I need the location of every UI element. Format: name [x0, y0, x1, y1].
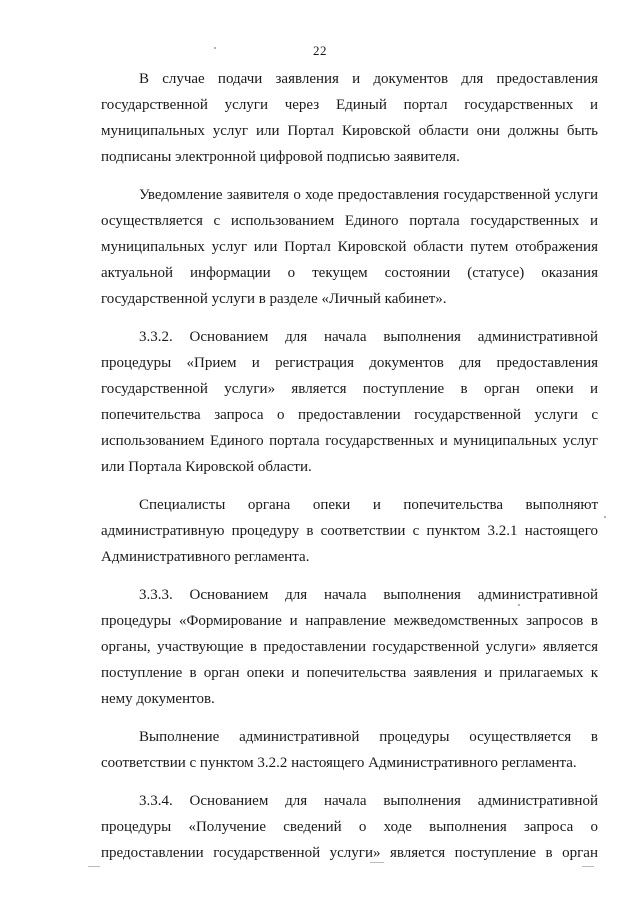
scan-mark	[88, 866, 100, 867]
paragraph-3-3-4: 3.3.4. Основанием для начала выполнения административной процедуры «Получение сведений о ходе выполнения запроса о предоставлении государственной услуги» является поступление в орган	[101, 793, 598, 861]
scan-mark	[582, 866, 594, 867]
scan-speck	[518, 604, 520, 606]
paragraph-3-3-2: 3.3.2. Основанием для начала выполнения административной процедуры «Прием и регистрация документов для предоставления государственной услуги» является поступление в орган опеки и попечительства запроса о предоставлении государственной услуги с использованием Единого портала государственных и муниципальных услуг или Портала Кировской области.	[101, 329, 598, 475]
paragraph-epgu-signature: В случае подачи заявления и документов для предоставления государственной услуги через Единый портал государственных и муниципальных услуг или Портал Кировской области они должны быть подписаны электронной цифровой подписью заявителя.	[101, 71, 598, 165]
paragraph-specialists: Специалисты органа опеки и попечительства выполняют административную процедуру в соответствии с пунктом 3.2.1 настоящего Административного регламента.	[101, 497, 598, 565]
scan-mark	[370, 862, 384, 863]
scan-speck	[214, 47, 216, 49]
document-body	[101, 66, 598, 878]
paragraph-notification: Уведомление заявителя о ходе предоставления государственной услуги осуществляется с использованием Единого портала государственных и муниципальных услуг или Портал Кировской области путем отображения актуальной информации о текущем состоянии (статусе) оказания государственной услуги в разделе «Личный кабинет».	[101, 187, 598, 307]
paragraph-3-3-3: 3.3.3. Основанием для начала выполнения административной процедуры «Формирование и направление межведомственных запросов в органы, участвующие в предоставлении государственной услуги» является поступление в орган опеки и попечительства заявления и прилагаемых к нему документов.	[101, 587, 598, 707]
page-number: 22	[313, 43, 327, 58]
scan-speck	[604, 516, 606, 518]
paragraph-execution: Выполнение административной процедуры осуществляется в соответствии с пунктом 3.2.2 настоящего Административного регламента.	[101, 729, 598, 771]
